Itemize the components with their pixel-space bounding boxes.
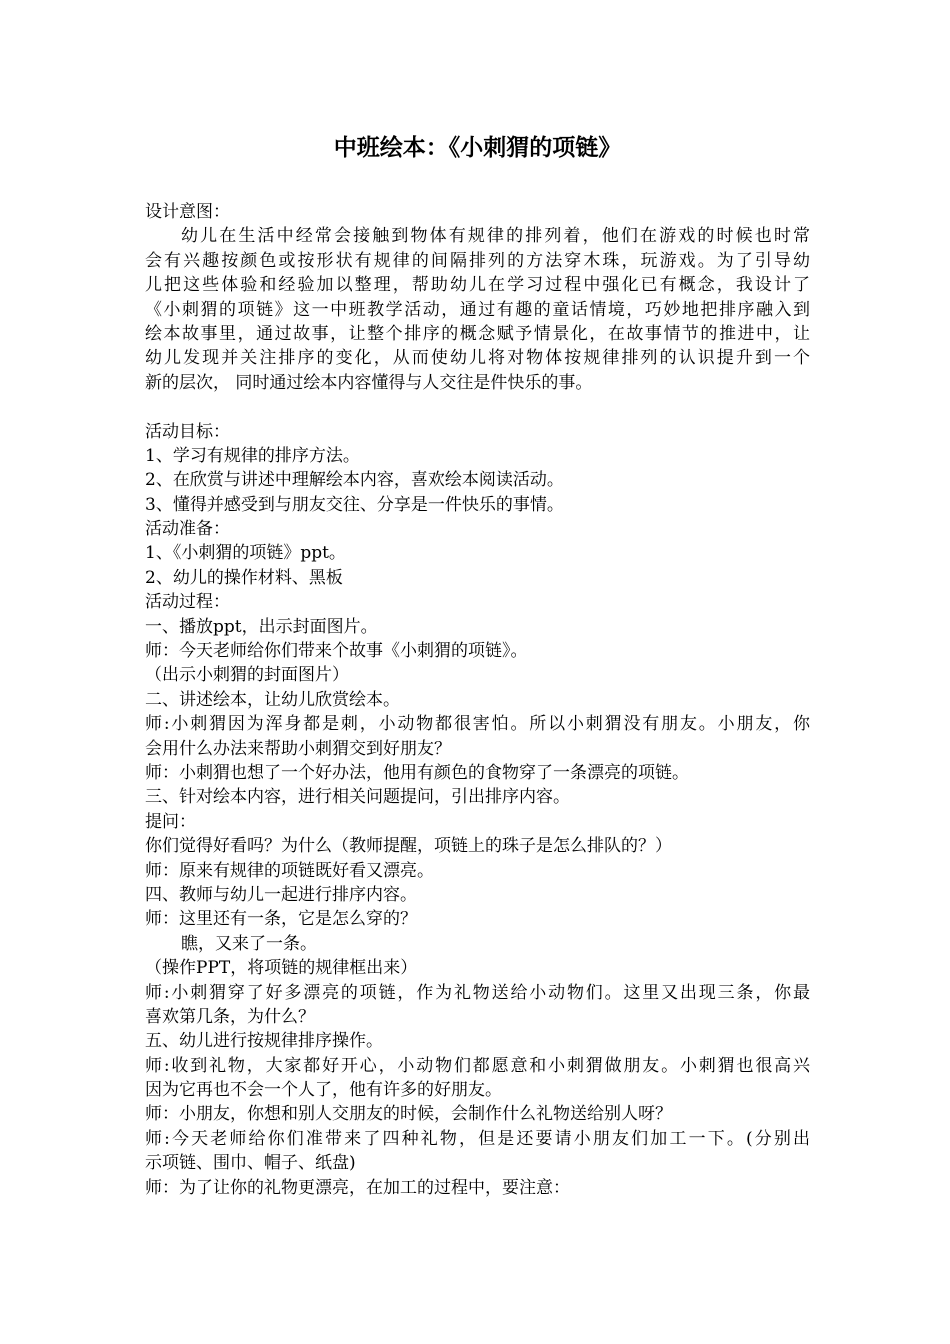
body-line: 瞧，又来了一条。 [181, 933, 317, 954]
body-line: 示项链、围巾、帽子、纸盘) [145, 1153, 356, 1174]
body-line: 1、《小刺猬的项链》ppt。 [145, 543, 346, 564]
body-line: 幼儿发现并关注排序的变化，从而使幼儿将对物体按规律排列的认识提升到一个 [145, 348, 810, 369]
body-line: 师：今天老师给你们带来个故事《小刺猬的项链》。 [145, 641, 528, 662]
body-line: 幼儿在生活中经常会接触到物体有规律的排列着，他们在游戏的时候也时常 [181, 226, 810, 247]
body-line: 师:小刺猬因为浑身都是刺，小动物都很害怕。所以小刺猬没有朋友。小朋友，你 [145, 714, 810, 735]
body-line: 3、懂得并感受到与朋友交往、分享是一件快乐的事情。 [145, 494, 564, 515]
body-line: 你们觉得好看吗？为什么（教师提醒，项链上的珠子是怎么排队的？） [145, 836, 672, 857]
body-line: 因为它再也不会一个人了，他有许多的好朋友。 [145, 1080, 502, 1101]
body-line: 师:收到礼物，大家都好开心，小动物们都愿意和小刺猬做朋友。小刺猬也很高兴 [145, 1055, 810, 1076]
document-title: 中班绘本：《小刺猬的项链》 [333, 135, 622, 161]
body-line: 绘本故事里，通过故事，让整个排序的概念赋予情景化，在故事情节的推进中，让 [145, 323, 810, 344]
blank-line [145, 395, 810, 419]
body-line: 师:小刺猬穿了好多漂亮的项链，作为礼物送给小动物们。这里又出现三条，你最 [145, 982, 810, 1003]
body-line: 师：原来有规律的项链既好看又漂亮。 [145, 860, 434, 881]
body-line: 设计意图： [145, 202, 230, 222]
body-line: 新的层次， 同时通过绘本内容懂得与人交往是件快乐的事。 [145, 372, 593, 393]
body-line: 五、幼儿进行按规律排序操作。 [145, 1031, 383, 1052]
body-line: 三、针对绘本内容，进行相关问题提问，引出排序内容。 [145, 787, 570, 808]
body-line: 2、在欣赏与讲述中理解绘本内容，喜欢绘本阅读活动。 [145, 470, 564, 491]
body-line: 1、学习有规律的排序方法。 [145, 445, 360, 466]
body-line: （出示小刺猬的封面图片） [145, 665, 349, 686]
body-line: 会有兴趣按颜色或按形状有规律的间隔排列的方法穿木珠，玩游戏。为了引导幼 [145, 250, 810, 271]
body-line: 师：小朋友，你想和别人交朋友的时候，会制作什么礼物送给别人呀？ [145, 1104, 672, 1125]
body-line: 会用什么办法来帮助小刺猬交到好朋友？ [145, 738, 451, 759]
body-line: 喜欢第几条，为什么？ [145, 1006, 315, 1027]
body-line: 2、幼儿的操作材料、黑板 [145, 567, 343, 588]
body-line: 《小刺猬的项链》这一中班教学活动，通过有趣的童话情境，巧妙地把排序融入到 [145, 299, 810, 320]
body-line: 二、讲述绘本，让幼儿欣赏绘本。 [145, 689, 400, 710]
body-line: 四、教师与幼儿一起进行排序内容。 [145, 884, 417, 905]
body-line: 师：小刺猬也想了一个好办法，他用有颜色的食物穿了一条漂亮的项链。 [145, 762, 689, 783]
body-line: 师：这里还有一条，它是怎么穿的？ [145, 909, 417, 930]
body-line: 一、播放ppt，出示封面图片。 [145, 616, 378, 637]
body-line: 师：为了让你的礼物更漂亮，在加工的过程中，要注意： [145, 1177, 570, 1198]
body-line: 活动目标： [145, 421, 230, 442]
body-line: 儿把这些体验和经验加以整理，帮助幼儿在学习过程中强化已有概念，我设计了 [145, 275, 810, 296]
body-line: 活动准备： [145, 519, 230, 540]
body-line: 活动过程： [145, 592, 230, 613]
body-line: 提问： [145, 811, 196, 832]
body-line: （操作PPT，将项链的规律框出来） [145, 958, 418, 979]
document-body [145, 200, 810, 1200]
body-line: 师:今天老师给你们准带来了四种礼物，但是还要请小朋友们加工一下。(分别出 [145, 1128, 810, 1149]
